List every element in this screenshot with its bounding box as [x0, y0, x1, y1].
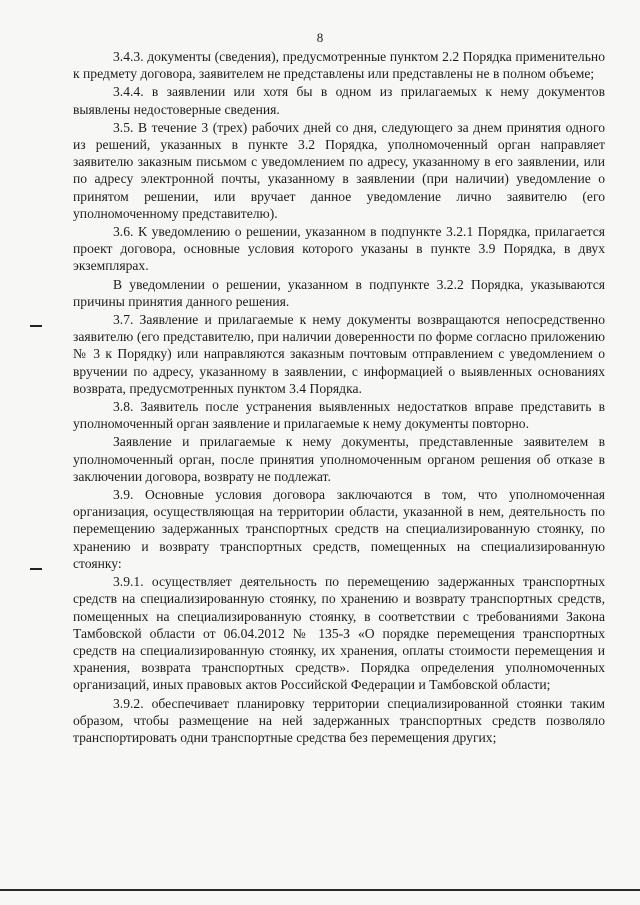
paragraph-3-8: 3.8. Заявитель после устранения выявленных недостатков вправе представить в уполномоченный орган заявление и прилагаемые к нему документы повторно.: [73, 399, 605, 432]
document-body: [73, 48, 605, 747]
margin-mark: [30, 568, 42, 570]
paragraph-3-8-return: Заявление и прилагаемые к нему документы, представленные заявителем в уполномоченный орган, после принятия уполномоченным органом решения об отказе в заключении договора, возврату не подлежат.: [73, 434, 605, 484]
paragraph-3-4-4: 3.4.4. в заявлении или хотя бы в одном из прилагаемых к нему документов выявлены недостоверные сведения.: [73, 84, 605, 117]
paragraph-3-9: 3.9. Основные условия договора заключаются в том, что уполномоченная организация, осуществляющая на территории области, указанной в нем, деятельность по перемещению задержанных транспортных средств на специализированную стоянку, по хранению и возврату транспортных средств, помещенных на специализированную стоянку:: [73, 487, 605, 571]
paragraph-3-9-2: 3.9.2. обеспечивает планировку территории специализированной стоянки таким образом, чтобы размещение на ней задержанных транспортных средств позволяло транспортировать одни транспортные средства без перемещения других;: [73, 695, 605, 745]
page-number: 8: [316, 30, 324, 45]
paragraph-3-6: 3.6. К уведомлению о решении, указанном в подпункте 3.2.1 Порядка, прилагается проект договора, основные условия которого указаны в пункте 3.9 Порядка, в двух экземплярах.: [73, 224, 605, 274]
paragraph-3-6-reasons: В уведомлении о решении, указанном в подпункте 3.2.2 Порядка, указываются причины принятия данного решения.: [73, 276, 605, 309]
bottom-rule: [0, 889, 640, 891]
paragraph-3-9-1: 3.9.1. осуществляет деятельность по перемещению задержанных транспортных средств на специализированную стоянку, по хранению и возврату транспортных средств, помещенных на специализированную стоянку, в соответствии с требованиями Закона Тамбовской области от 06.04.2012 № 135-З «О порядке перемещения транспортных средств на специализированную стоянку, их хранения, оплаты стоимости перемещения и хранения, возврата транспортных средств». Порядка определения уполномоченных организаций, иных правовых актов Российской Федерации и Тамбовской области;: [73, 574, 605, 693]
paragraph-3-5: 3.5. В течение 3 (трех) рабочих дней со дня, следующего за днем принятия одного из решений, указанных в пункте 3.2 Порядка, уполномоченный орган направляет заявителю заказным письмом с уведомлением по адресу, указанному в его заявлении, или по адресу электронной почты, указанному в заявлении (при наличии) уведомление о принятом решении, или вручает данное уведомление лично заявителю (его уполномоченному представителю).: [73, 119, 605, 221]
margin-mark: [30, 325, 42, 327]
paragraph-3-7: 3.7. Заявление и прилагаемые к нему документы возвращаются непосредственно заявителю (его представителю, при наличии доверенности по форме согласно приложению № 3 к Порядку) или направляются заказным почтовым отправлением с уведомлением о вручении по адресу, указанному в заявлении, с информацией о выявленных основаниях возврата, предусмотренных пунктом 3.4 Порядка.: [73, 312, 605, 396]
paragraph-3-4-3: 3.4.3. документы (сведения), предусмотренные пунктом 2.2 Порядка применительно к предмету договора, заявителем не представлены или представлены не в полном объеме;: [73, 49, 605, 82]
